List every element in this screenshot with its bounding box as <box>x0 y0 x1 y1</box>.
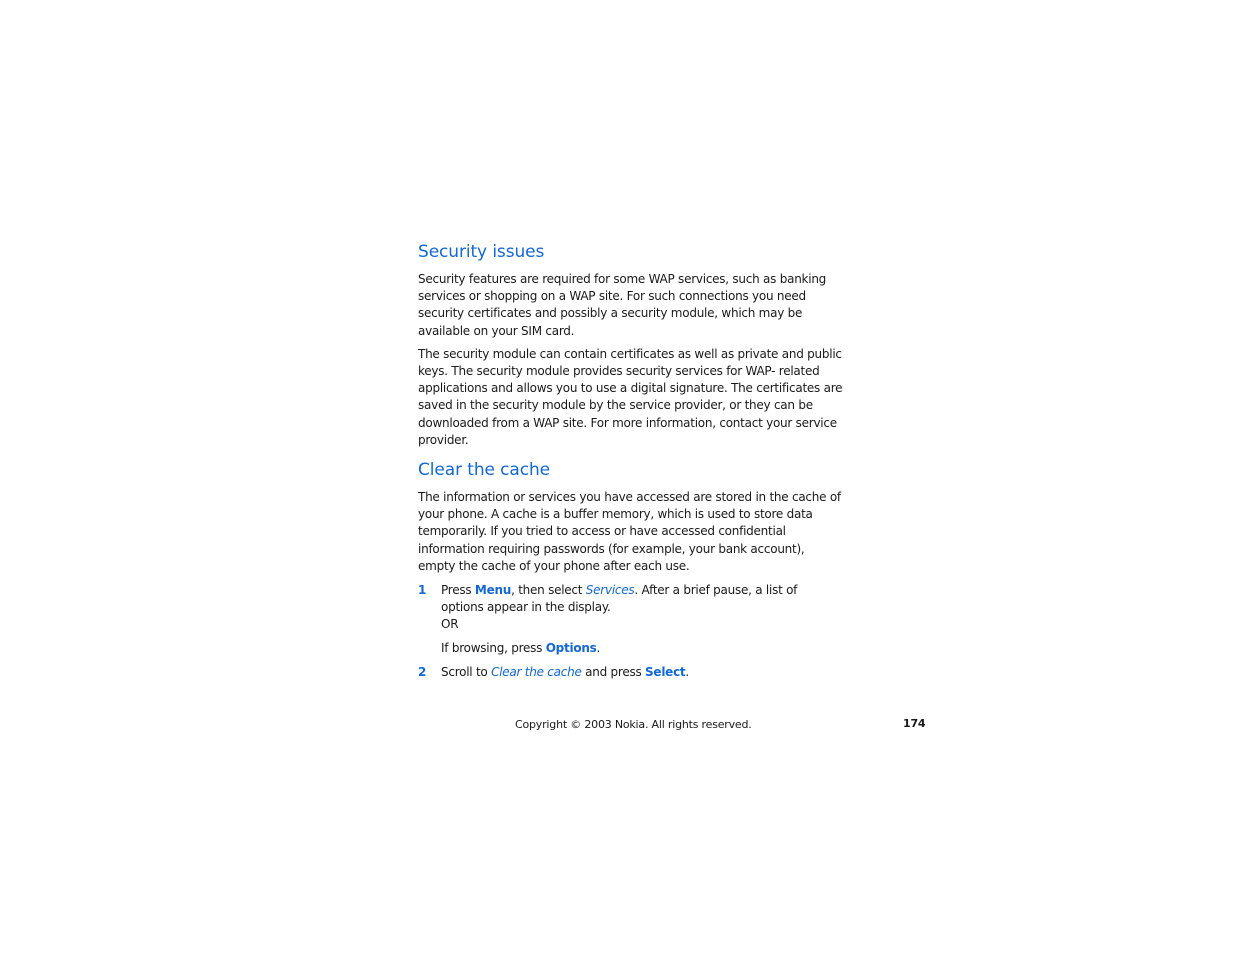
step-2 <box>418 664 843 681</box>
step-1-alternative <box>441 640 843 657</box>
menu-item-clear-the-cache: Clear the cache <box>491 664 582 679</box>
step-text: . After a brief pause, a list of options appear in the display. <box>441 583 798 615</box>
security-paragraph-1: Security features are required for some WAP services, such as banking services or shopping on a WAP site. For such connections you need security certificates and possibly a security module, which may be available on your SIM card. <box>418 272 827 338</box>
page-content <box>418 241 843 681</box>
section-heading-clear-the-cache: Clear the cache <box>418 460 551 481</box>
cache-paragraph-1: The information or services you have accessed are stored in the cache of your phone. A cache is a buffer memory, which is used to store data temporarily. If you tried to access or have accessed confidential information requiring passwords (for example, your bank account), empty the cache of your phone after each use. <box>418 490 841 573</box>
step-text: Scroll to <box>441 664 492 679</box>
menu-item-services: Services <box>585 583 635 598</box>
section-heading-security-issues: Security issues <box>418 242 545 262</box>
softkey-select: Select <box>645 664 686 679</box>
page-number: 174 <box>903 717 926 730</box>
step-text: . <box>685 664 689 679</box>
step-number: 2 <box>418 664 427 679</box>
step-body <box>441 664 843 681</box>
copyright-notice: Copyright © 2003 Nokia. All rights reserved. <box>515 718 752 731</box>
step-text: , then select <box>511 583 586 598</box>
step-text: and press <box>581 664 646 679</box>
step-1 <box>418 582 843 634</box>
instruction-steps <box>418 582 843 681</box>
step-text: If browsing, press <box>441 640 546 655</box>
softkey-options: Options <box>545 640 597 655</box>
security-paragraph-2: The security module can contain certificates as well as private and public keys. The security module provides security services for WAP- related applications and allows you to use a digital signature. The certificates are saved in the security module by the service provider, or they can be downloaded from a WAP site. For more information, contact your service provider. <box>418 346 843 447</box>
step-number: 1 <box>418 583 427 598</box>
step-body <box>441 582 843 634</box>
softkey-menu: Menu <box>474 583 512 598</box>
step-or: OR <box>441 617 459 632</box>
step-text: . <box>596 640 601 655</box>
step-text: Press <box>441 583 475 598</box>
